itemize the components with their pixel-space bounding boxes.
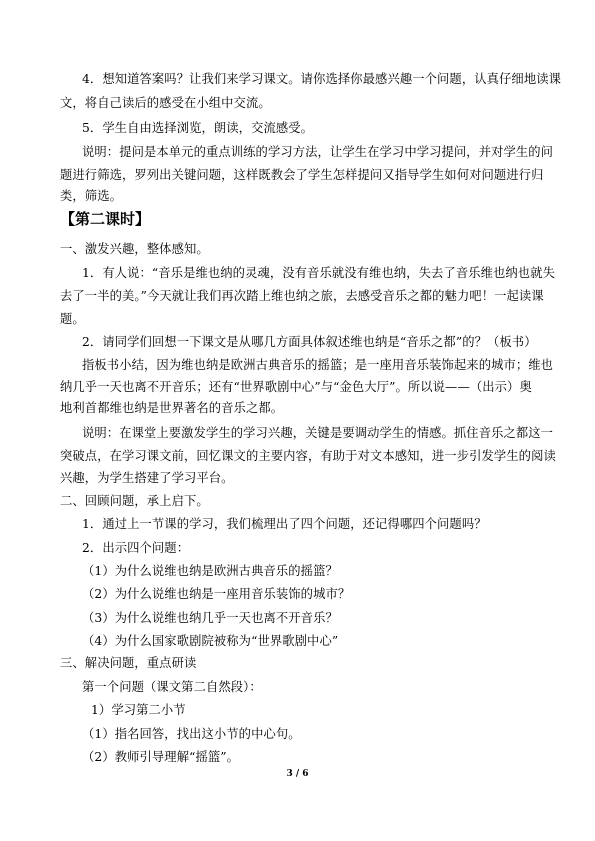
text-line: 2．出示四个问题： <box>82 541 190 555</box>
text-line: 1）学习第二小节 <box>91 703 186 717</box>
text-line: 5．学生自由选择浏览，朗读，交流感受。 <box>82 121 314 135</box>
text-line: 1．通过上一节课的学习，我们梳理出了四个问题，还记得哪四个问题吗？ <box>82 517 487 531</box>
text-line: （2）教师引导理解“摇篮”。 <box>82 750 240 764</box>
text-line: 地利首都维也纳是世界著名的音乐之都。 <box>60 401 284 415</box>
text-line: 类，筛选。 <box>60 189 122 203</box>
text-line: （1）为什么说维也纳是欧洲古典音乐的摇篮？ <box>82 564 338 578</box>
text-line: 4．想知道答案吗？让我们来学习课文。请你选择你最感兴趣一个问题，认真仔细地读课 <box>82 72 562 86</box>
text-line: 文，将自己读后的感受在小组中交流。 <box>60 96 271 110</box>
text-line: （1）指名回答，找出这小节的中心句。 <box>82 727 301 741</box>
text-line: 指板书小结，因为维也纳是欧洲古典音乐的摇篮；是一座用音乐装饰起来的城市；维也 <box>82 358 554 372</box>
text-line: 纳几乎一天也离不开音乐；还有“世界歌剧中心”与“金色大厅”。所以说——（出示）奥 <box>60 380 532 394</box>
text-line: （4）为什么国家歌剧院被称为“世界歌剧中心” <box>82 634 339 648</box>
text-line: 二、回顾问题，承上启下。 <box>60 494 209 508</box>
text-line: 说明：在课堂上要激发学生的学习兴趣，关键是要调动学生的情感。抓住音乐之都这一 <box>82 426 554 440</box>
text-line: 2．请同学们回想一下课文是从哪几方面具体叙述维也纳是“音乐之都”的？（板书） <box>82 335 537 349</box>
text-line: 三、解决问题，重点研读 <box>60 656 197 670</box>
text-line: 第一个问题（课文第二自然段）： <box>82 680 262 694</box>
text-line: 突破点，在学习课文前，回忆课文的主要内容，有助于对文本感知，进一步引发学生的阅读 <box>60 449 556 463</box>
text-line: 1．有人说：“音乐是维也纳的灵魂，没有音乐就没有维也纳，失去了音乐维也纳也就失 <box>82 266 555 280</box>
text-line: 题进行筛选，罗列出关键问题，这样既教会了学生怎样提问又指导学生如何对问题进行归 <box>60 168 544 182</box>
text-line: 兴趣，为学生搭建了学习平台。 <box>60 471 234 485</box>
text-line: 说明：提问是本单元的重点训练的学习方法，让学生在学习中学习提问，并对学生的问 <box>82 145 554 159</box>
page-number: 3 / 6 <box>286 769 309 779</box>
text-line: （2）为什么说维也纳是一座用音乐装饰的城市？ <box>82 587 351 601</box>
text-line: 去了一半的美。”今天就让我们再次踏上维也纳之旅，去感受音乐之都的魅力吧！一起读课 <box>60 289 544 303</box>
section-heading: 【第二课时】 <box>60 210 151 228</box>
text-line: （3）为什么说维也纳几乎一天也离不开音乐？ <box>82 611 338 625</box>
text-line: 一、激发兴趣，整体感知。 <box>60 242 209 256</box>
text-line: 题。 <box>60 312 85 326</box>
